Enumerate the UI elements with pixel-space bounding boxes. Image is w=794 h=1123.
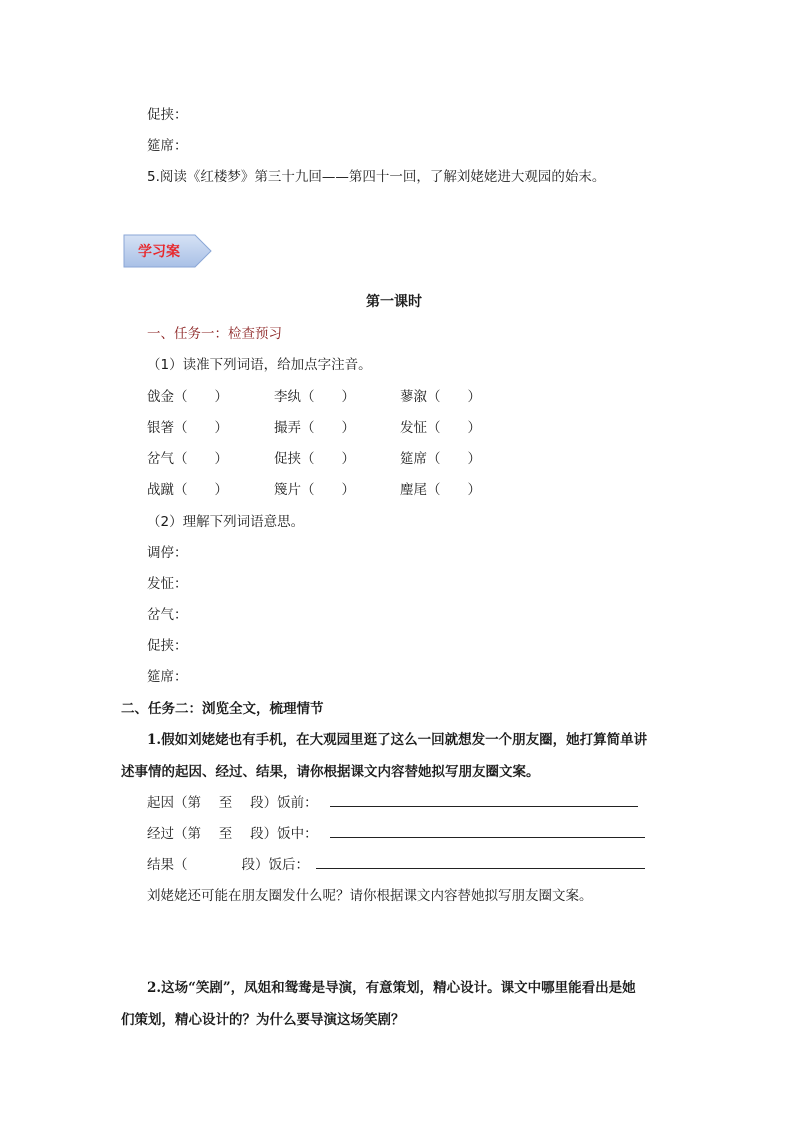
- study-plan-badge: [123, 233, 211, 267]
- word-item: 战蹴（ ）: [147, 482, 228, 498]
- blank-process-line[interactable]: [330, 837, 645, 838]
- word-item: 银箸（ ）: [147, 420, 228, 436]
- blank-result-label: 结果（ 段）饭后：: [147, 857, 309, 873]
- word-item: 筵席（ ）: [400, 451, 481, 467]
- task2-heading: 二、任务二：浏览全文，梳理情节: [121, 701, 324, 717]
- task1-question1: （1）读准下列词语，给加点字注音。: [147, 357, 372, 373]
- badge-label: 学习案: [138, 244, 180, 260]
- task2-question2-line1: 2.这场“笑剧”，凤姐和鸳鸯是导演，有意策划，精心设计。课文中哪里能看出是她: [147, 980, 636, 996]
- word-item: 撮弄（ ）: [274, 420, 355, 436]
- task1-heading-link: 检查预习: [228, 326, 282, 342]
- task2-question1-line1: 1.假如刘姥姥也有手机，在大观园里逛了这么一回就想发一个朋友圈，她打算简单讲: [147, 732, 648, 748]
- word-item: 蓼溆（ ）: [400, 389, 481, 405]
- word-item: 岔气（ ）: [147, 451, 228, 467]
- task1-question2: （2）理解下列词语意思。: [147, 514, 305, 530]
- task1-heading: [147, 322, 282, 342]
- word-item: 篾片（ ）: [274, 482, 355, 498]
- lesson-title: 第一课时: [366, 294, 422, 310]
- blank-cause-label: 起因（第 至 段）饭前：: [147, 795, 318, 811]
- task2-question1-line2: 述事情的起因、经过、结果，请你根据课文内容替她拟写朋友圈文案。: [121, 764, 540, 780]
- word-item: 促挟（ ）: [274, 451, 355, 467]
- word-item: 戗金（ ）: [147, 389, 228, 405]
- task2-question2-line2: 们策划，精心设计的？为什么要导演这场笑剧？: [121, 1012, 405, 1028]
- blank-result-line[interactable]: [316, 868, 645, 869]
- blank-cause-line[interactable]: [330, 806, 638, 807]
- term-yanxi-top: 筵席：: [147, 138, 188, 154]
- term-item: 发怔：: [147, 576, 188, 592]
- word-item: 发怔（ ）: [400, 420, 481, 436]
- word-item: 麈尾（ ）: [400, 482, 481, 498]
- term-item: 筵席：: [147, 669, 188, 685]
- word-item: 李纨（ ）: [274, 389, 355, 405]
- task2-follow-up: 刘姥姥还可能在朋友圈发什么呢？请你根据课文内容替她拟写朋友圈文案。: [147, 888, 593, 904]
- blank-process-label: 经过（第 至 段）饭中：: [147, 826, 318, 842]
- reading-assignment: 5.阅读《红楼梦》第三十九回——第四十一回，了解刘姥姥进大观园的始末。: [147, 169, 606, 185]
- term-cuxie-top: 促挟：: [147, 107, 188, 123]
- term-item: 岔气：: [147, 607, 188, 623]
- term-item: 调停：: [147, 545, 188, 561]
- task1-heading-prefix: 一、任务一：: [147, 326, 228, 342]
- term-item: 促挟：: [147, 638, 188, 654]
